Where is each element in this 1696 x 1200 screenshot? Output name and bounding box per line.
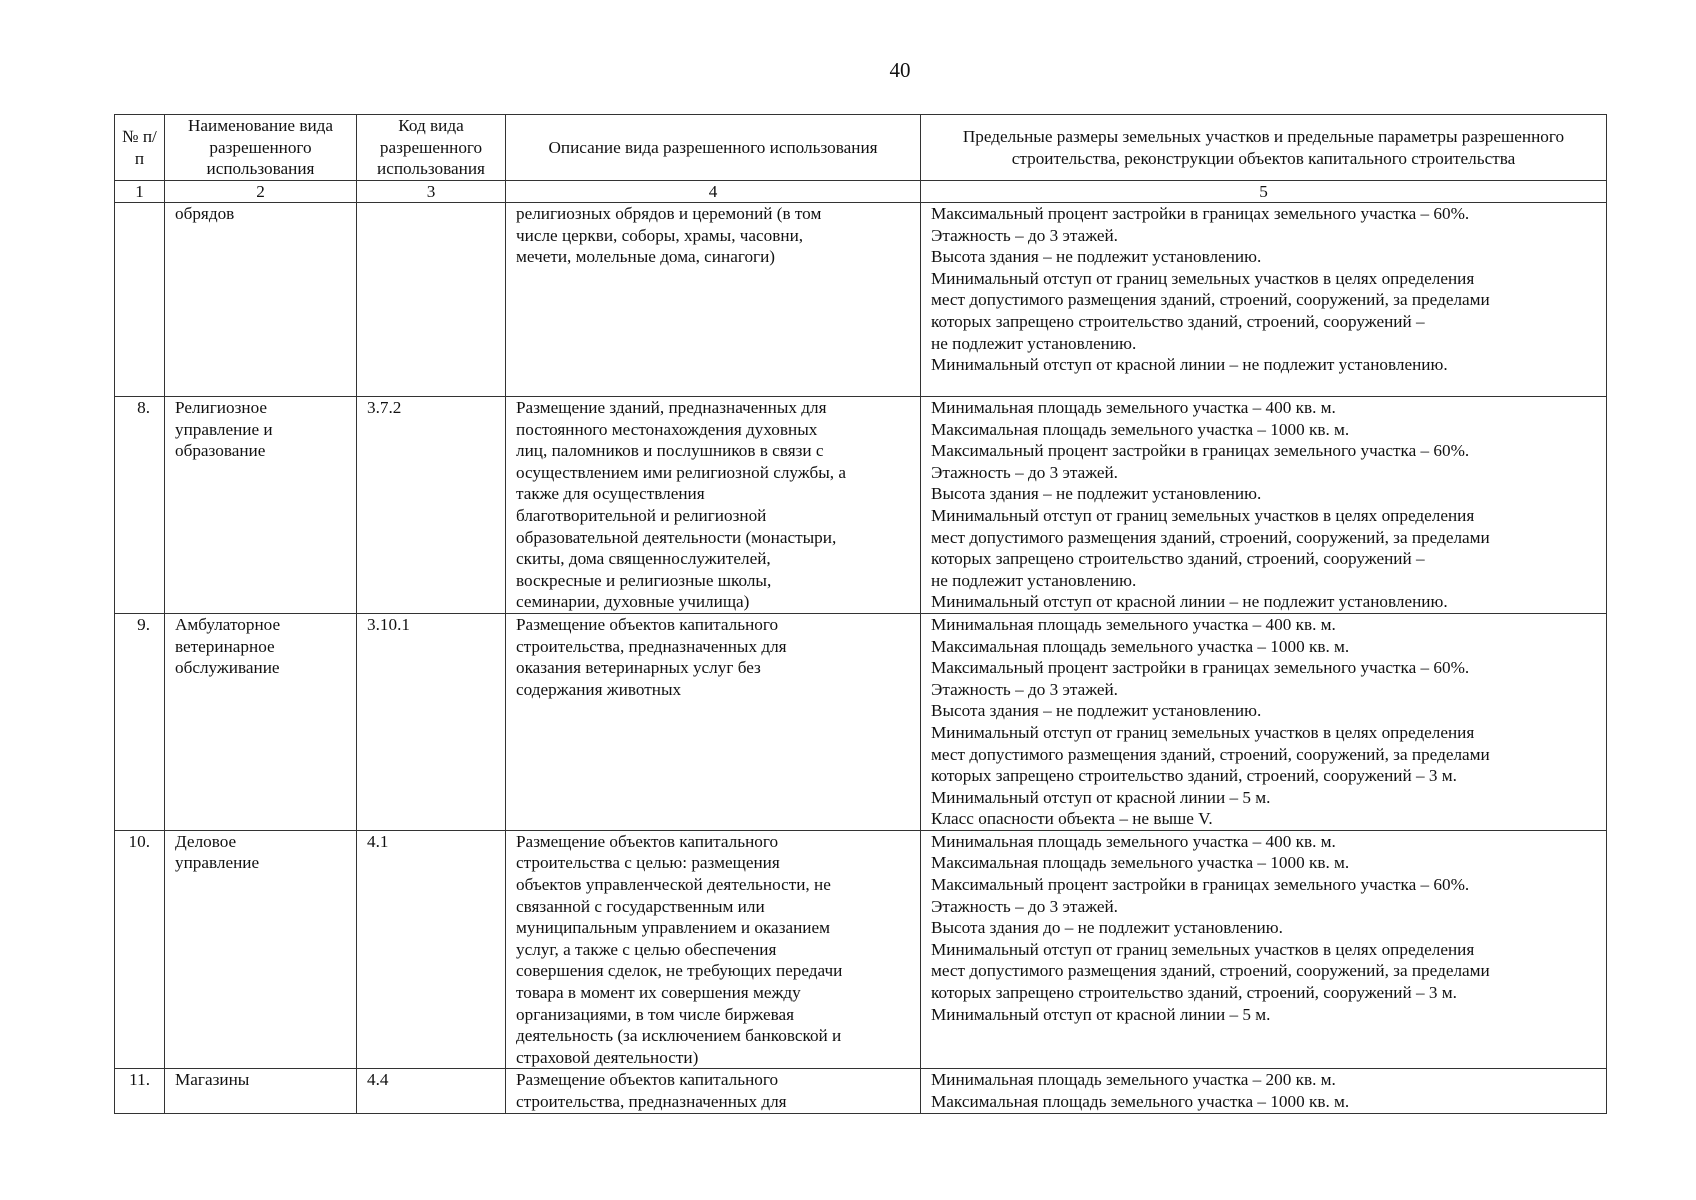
row-number [115, 203, 165, 397]
row-number: 9. [115, 613, 165, 830]
parameter-line: Максимальный процент застройки в границах земельного участка – 60%. [931, 658, 1470, 678]
parameter-line: не подлежит установлению. [931, 570, 1137, 590]
description-line: мечети, молельные дома, синагоги) [516, 247, 776, 267]
use-name [165, 613, 357, 830]
parameter-line: мест допустимого размещения зданий, строений, сооружений, за пределами [931, 961, 1490, 981]
header-limit-parameters: Предельные размеры земельных участков и предельные параметры разрешенного строительства, реконструкции объектов капитального строительства [921, 115, 1607, 181]
parameter-line: Высота здания – не подлежит установлению. [931, 484, 1262, 504]
land-use-table [114, 114, 1607, 1114]
limit-parameters [921, 830, 1607, 1069]
use-code [357, 203, 506, 397]
limit-parameters [921, 613, 1607, 830]
parameter-line: Минимальная площадь земельного участка – 400 кв. м. [931, 831, 1336, 851]
use-code: 3.10.1 [357, 613, 506, 830]
use-code: 4.1 [357, 830, 506, 1069]
description-line: Размещение объектов капитального [516, 1070, 779, 1090]
limit-parameters [921, 397, 1607, 614]
description-line: также для осуществления [516, 484, 705, 504]
column-number-row [115, 181, 1607, 203]
description-line: постоянного местонахождения духовных [516, 419, 818, 439]
parameter-line: Максимальная площадь земельного участка – 1000 кв. м. [931, 1092, 1350, 1111]
column-number: 5 [921, 181, 1607, 203]
parameter-line: Максимальная площадь земельного участка – 1000 кв. м. [931, 636, 1350, 656]
parameter-line: Максимальный процент застройки в границах земельного участка – 60%. [931, 875, 1470, 895]
column-number: 4 [506, 181, 921, 203]
use-name [165, 830, 357, 1069]
parameter-line: Минимальный отступ от красной линии – не подлежит установлению. [931, 592, 1448, 612]
description-line: воскресные и религиозные школы, [516, 570, 772, 590]
column-number: 1 [115, 181, 165, 203]
use-name-line: образование [175, 441, 266, 461]
parameter-line: Высота здания до – не подлежит установлению. [931, 918, 1283, 938]
use-description [506, 830, 921, 1069]
description-line: семинарии, духовные училища) [516, 592, 750, 612]
parameter-line: которых запрещено строительство зданий, строений, сооружений – 3 м. [931, 983, 1457, 1003]
parameter-line: Высота здания – не подлежит установлению. [931, 247, 1262, 267]
header-use-description: Описание вида разрешенного использования [506, 115, 921, 181]
table-row [115, 830, 1607, 1069]
description-line: совершения сделок, не требующих передачи [516, 961, 843, 981]
use-name-line: Амбулаторное [175, 614, 281, 634]
header-use-name: Наименование вида разрешенного использования [165, 115, 357, 181]
use-description [506, 613, 921, 830]
description-line: лиц, паломников и послушников в связи с [516, 441, 824, 461]
row-number: 8. [115, 397, 165, 614]
row-number: 10. [115, 830, 165, 1069]
use-code: 4.4 [357, 1069, 506, 1113]
use-name-line: ветеринарное [175, 636, 275, 656]
header-row [115, 115, 1607, 181]
use-name [165, 1069, 357, 1113]
use-description [506, 1069, 921, 1113]
parameter-line: мест допустимого размещения зданий, строений, сооружений, за пределами [931, 744, 1490, 764]
parameter-line: которых запрещено строительство зданий, строений, сооружений – [931, 311, 1425, 331]
use-name-line: Религиозное [175, 398, 267, 417]
use-description [506, 397, 921, 614]
description-line: строительства, предназначенных для [516, 1092, 787, 1111]
parameter-line: Этажность – до 3 этажей. [931, 679, 1118, 699]
description-line: благотворительной и религиозной [516, 505, 767, 525]
description-line: содержания животных [516, 679, 682, 699]
description-line: строительства, предназначенных для [516, 636, 787, 656]
parameter-line: Минимальный отступ от красной линии – 5 м. [931, 787, 1271, 807]
parameter-line: Этажность – до 3 этажей. [931, 225, 1118, 245]
page-number: 40 [889, 58, 911, 82]
parameter-line: Минимальный отступ от границ земельных участков в целях определения [931, 268, 1475, 288]
parameter-line: Высота здания – не подлежит установлению. [931, 701, 1262, 721]
use-name-line: обслуживание [175, 658, 280, 678]
description-line: образовательной деятельности (монастыри, [516, 527, 837, 547]
description-line: строительства с целью: размещения [516, 853, 780, 873]
parameter-line: Максимальная площадь земельного участка – 1000 кв. м. [931, 419, 1350, 439]
description-line: числе церкви, соборы, храмы, часовни, [516, 225, 804, 245]
description-line: Размещение зданий, предназначенных для [516, 398, 827, 417]
parameter-line: которых запрещено строительство зданий, строений, сооружений – [931, 549, 1425, 569]
table-row [115, 613, 1607, 830]
use-name-line: управление [175, 853, 260, 873]
use-name-line: Деловое [175, 831, 237, 851]
parameter-line: Этажность – до 3 этажей. [931, 896, 1118, 916]
limit-parameters [921, 1069, 1607, 1113]
description-line: религиозных обрядов и церемоний (в том [516, 204, 822, 223]
limit-parameters [921, 203, 1607, 397]
parameter-line: Минимальный отступ от границ земельных участков в целях определения [931, 722, 1475, 742]
parameter-line: Минимальный отступ от границ земельных участков в целях определения [931, 939, 1475, 959]
use-name [165, 397, 357, 614]
parameter-line: Минимальная площадь земельного участка – 400 кв. м. [931, 398, 1336, 417]
use-name: обрядов [165, 203, 357, 397]
header-use-code: Код вида разрешенного использования [357, 115, 506, 181]
parameter-line: мест допустимого размещения зданий, строений, сооружений, за пределами [931, 290, 1490, 310]
description-line: товара в момент их совершения между [516, 983, 801, 1003]
header-number: № п/п [115, 115, 165, 181]
parameter-line: Класс опасности объекта – не выше V. [931, 809, 1213, 829]
column-number: 2 [165, 181, 357, 203]
table-row [115, 203, 1607, 397]
parameter-line: Минимальный отступ от границ земельных участков в целях определения [931, 505, 1475, 525]
description-line: объектов управленческой деятельности, не [516, 875, 831, 895]
table-row [115, 397, 1607, 614]
parameter-line: не подлежит установлению. [931, 333, 1137, 353]
description-line: Размещение объектов капитального [516, 614, 779, 634]
parameter-line: Минимальный отступ от красной линии – 5 м. [931, 1004, 1271, 1024]
description-line: муниципальным управлением и оказанием [516, 918, 831, 938]
description-line: Размещение объектов капитального [516, 831, 779, 851]
use-code: 3.7.2 [357, 397, 506, 614]
use-name-line: управление и [175, 419, 273, 439]
parameter-line: Минимальная площадь земельного участка – 400 кв. м. [931, 614, 1336, 634]
description-line: оказания ветеринарных услуг без [516, 658, 761, 678]
table-row [115, 1069, 1607, 1113]
parameter-line: Этажность – до 3 этажей. [931, 462, 1118, 482]
column-number: 3 [357, 181, 506, 203]
parameter-line: которых запрещено строительство зданий, строений, сооружений – 3 м. [931, 766, 1457, 786]
use-description [506, 203, 921, 397]
description-line: осуществлением ими религиозной службы, а [516, 462, 846, 482]
description-line: скиты, дома священнослужителей, [516, 549, 771, 569]
parameter-line: Минимальный отступ от красной линии – не подлежит установлению. [931, 355, 1448, 375]
description-line: связанной с государственным или [516, 896, 765, 916]
description-line: организациями, в том числе биржевая [516, 1004, 794, 1024]
description-line: услуг, а также с целью обеспечения [516, 939, 777, 959]
use-name-line: Магазины [175, 1070, 250, 1090]
description-line: страховой деятельности) [516, 1047, 699, 1067]
parameter-line: мест допустимого размещения зданий, строений, сооружений, за пределами [931, 527, 1490, 547]
description-line: деятельность (за исключением банковской и [516, 1026, 842, 1046]
parameter-line: Максимальный процент застройки в границах земельного участка – 60%. [931, 204, 1470, 223]
row-number: 11. [115, 1069, 165, 1113]
parameter-line: Максимальный процент застройки в границах земельного участка – 60%. [931, 441, 1470, 461]
parameter-line: Максимальная площадь земельного участка – 1000 кв. м. [931, 853, 1350, 873]
parameter-line: Минимальная площадь земельного участка – 200 кв. м. [931, 1070, 1336, 1090]
